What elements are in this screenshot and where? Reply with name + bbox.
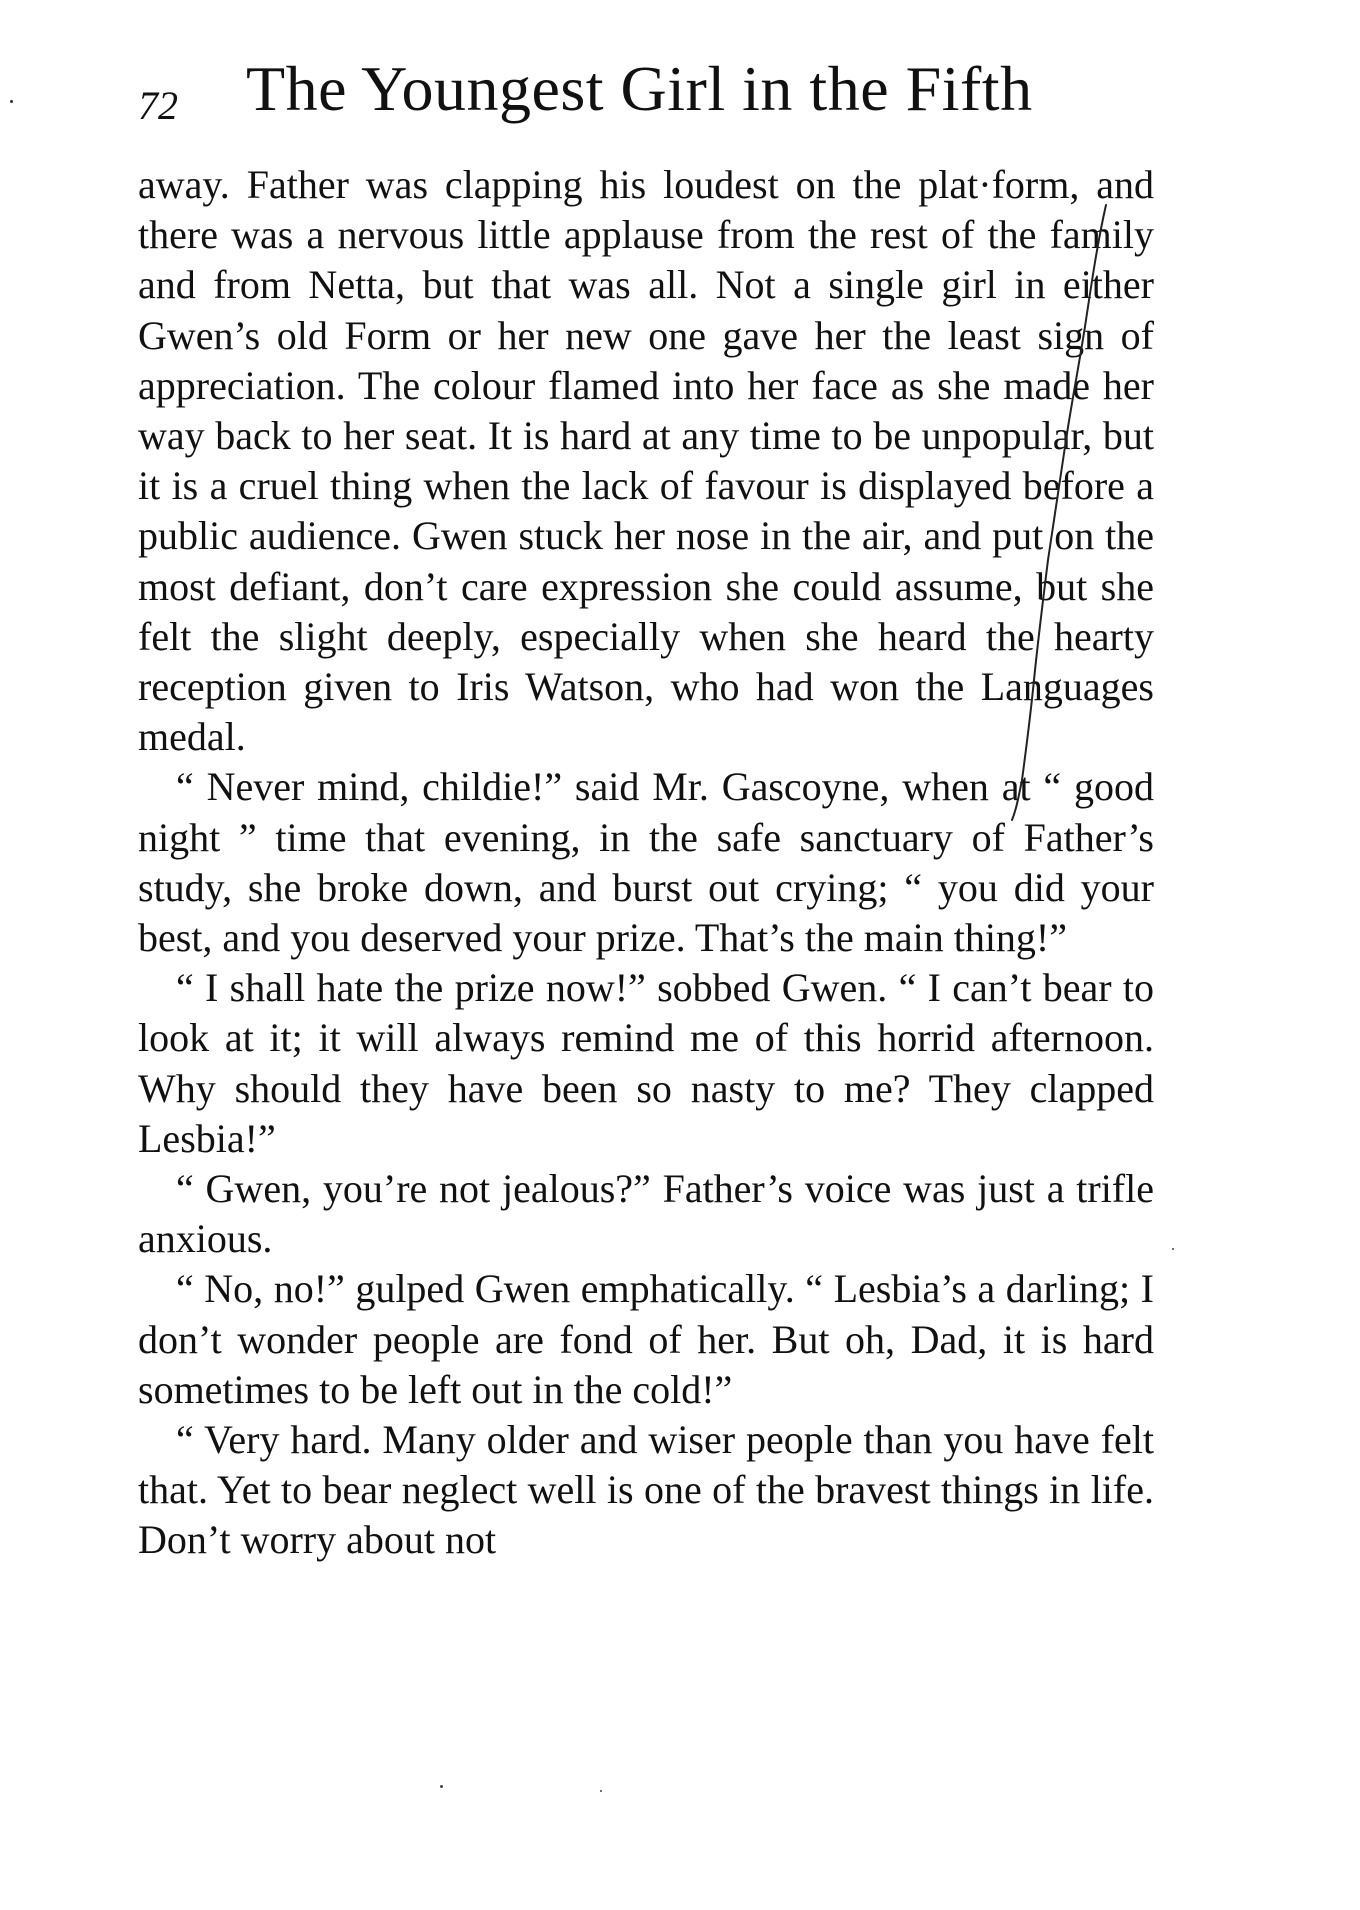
paragraph: “ No, no!” gulped Gwen emphatically. “ Lesbia’s a darling; I don’t wonder people are fond of her. But oh, Dad, it is hard sometimes to be left out in the cold!” [138,1266,1154,1412]
margin-speck [10,100,13,103]
running-title: The Youngest Girl in the Fifth [246,53,1033,124]
paragraph: “ Very hard. Many older and wiser people than you have felt that. Yet to bear neglect well is one of the bravest things in life. Don’t worry about not [138,1417,1154,1563]
dust-speck [440,1785,443,1788]
page-header [138,52,1138,142]
body-text [138,160,1154,1566]
page-number: 72 [138,83,178,128]
paragraph: away. Father was clapping his loudest on the plat·form, and there was a nervous little applause from the rest of the family and from Netta, but that was all. Not a single girl in either Gwen’s old Form or her new one gave her the least sign of appreciation. The colour flamed into her face as she made her way back to her seat. It is hard at any time to be unpopular, but it is a cruel thing when the lack of favour is displayed before a public audience. Gwen stuck her nose in the air, and put on the most defiant, don’t care expression she could assume, but she felt the slight deeply, especially when she heard the hearty reception given to Iris Watson, who had won the Languages medal. [138,162,1154,760]
paragraph: “ Never mind, childie!” said Mr. Gascoyne, when at “ good night ” time that evening, in the safe sanctuary of Father’s study, she broke down, and burst out crying; “ you did your best, and you deserved your prize. That’s the main thing!” [138,764,1154,961]
dust-speck [600,1790,602,1792]
paragraph: “ Gwen, you’re not jealous?” Father’s voice was just a trifle anxious. [138,1166,1154,1262]
dust-speck [1172,1248,1174,1250]
paragraph: “ I shall hate the prize now!” sobbed Gwen. “ I can’t bear to look at it; it will always remind me of this horrid afternoon. Why should they have been so nasty to me? They clapped Lesbia!” [138,965,1154,1161]
